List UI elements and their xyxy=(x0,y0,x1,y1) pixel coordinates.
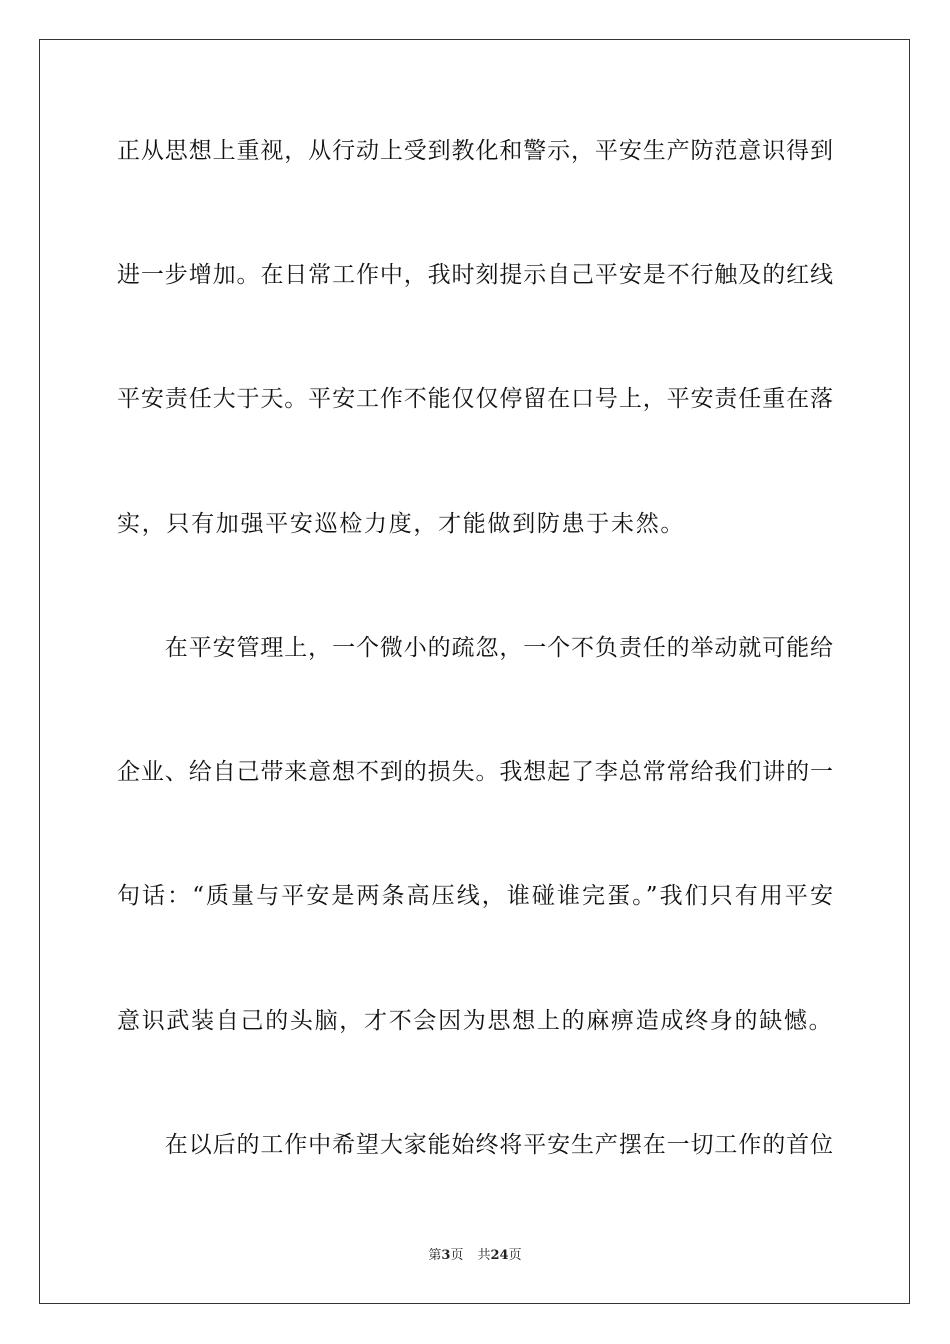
body-line: 进一步增加。在日常工作中，我时刻提示自己平安是不行触及的红线 xyxy=(117,262,833,288)
body-line: 句话：“质量与平安是两条高压线，谁碰谁完蛋。”我们只有用平安 xyxy=(117,883,833,909)
body-line: 在平安管理上，一个微小的疏忽，一个不负责任的举动就可能给 xyxy=(117,635,833,661)
body-line: 实，只有加强平安巡检力度，才能做到防患于未然。 xyxy=(117,511,686,537)
body-line: 平安责任大于天。平安工作不能仅仅停留在口号上，平安责任重在落 xyxy=(117,386,833,412)
page-footer xyxy=(0,1247,950,1265)
page-number: 3 xyxy=(441,1248,451,1263)
body-line: 企业、给自己带来意想不到的损失。我想起了李总常常给我们讲的一 xyxy=(117,759,833,785)
page-prefix: 第 xyxy=(428,1248,442,1263)
body-line: 正从思想上重视，从行动上受到教化和警示，平安生产防范意识得到 xyxy=(117,138,833,164)
total-prefix: 共 xyxy=(477,1248,491,1263)
total-suffix: 页 xyxy=(508,1248,522,1263)
body-line: 在以后的工作中希望大家能始终将平安生产摆在一切工作的首位 xyxy=(117,1132,833,1158)
page-suffix: 页 xyxy=(450,1248,464,1263)
page-border xyxy=(39,39,910,1304)
body-line: 意识武装自己的头脑，才不会因为思想上的麻痹造成终身的缺憾。 xyxy=(117,1008,834,1034)
total-pages: 24 xyxy=(490,1248,509,1263)
